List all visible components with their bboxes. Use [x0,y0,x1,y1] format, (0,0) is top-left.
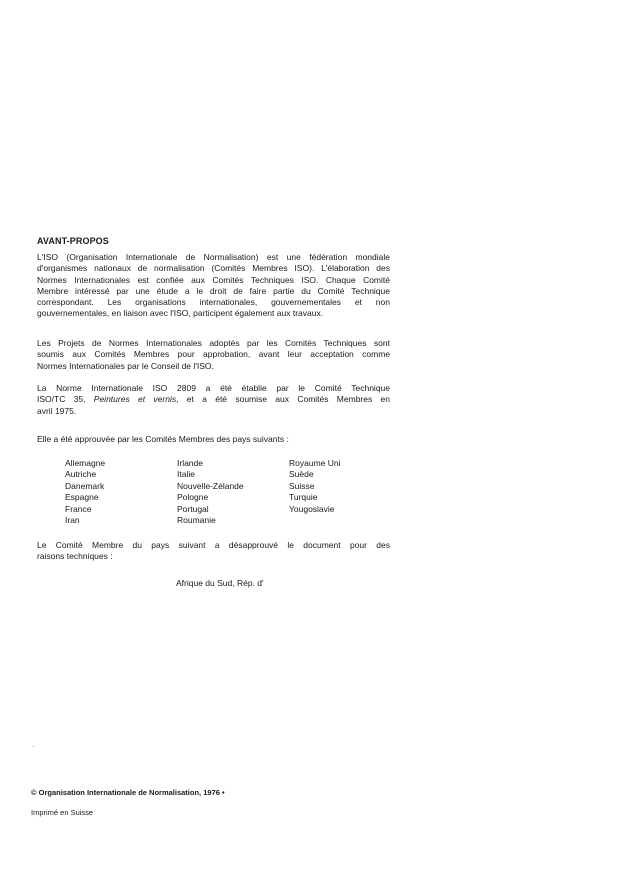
country-item: Irlande [177,458,203,468]
text-line: Normes Internationales est confiée aux Comités Techniques ISO. Chaque Comité [37,274,390,285]
copyright-notice: © Organisation Internationale de Normalisation, 1976 • [31,788,225,797]
text-line [37,394,390,405]
foreword-paragraph-2 [37,338,390,372]
country-item: Yougoslavie [289,503,335,514]
country-column-2 [177,458,244,526]
text-line: L'ISO (Organisation Internationale de Normalisation) est une fédération mondiale [37,252,390,262]
page-heading: AVANT-PROPOS [37,236,109,246]
country-item: Autriche [65,469,97,480]
country-item: Italie [177,469,195,480]
text-line: avril 1975. [37,405,77,416]
country-item: Royaume Uni [289,458,341,468]
text-line: soumis aux Comités Membres pour approbation, avant leur acceptation comme [37,349,390,360]
country-item: France [65,503,92,514]
text-line: Le Comité Membre du pays suivant a désapprouvé le document pour des [37,540,390,550]
text-line: Membre intéressé par une étude a le droit de faire partie du Comité Technique [37,285,390,296]
text-line: gouvernementales, en liaison avec l'ISO, participent également aux travaux. [37,308,324,319]
country-item: Danemark [65,480,105,491]
disapproving-country: Afrique du Sud, Rép. d' [176,578,264,588]
country-item: Pologne [177,492,209,503]
foreword-paragraph-5 [37,540,390,563]
country-item: Allemagne [65,458,106,468]
scan-speck [33,746,34,747]
foreword-paragraph-1 [37,252,390,320]
text-line: Les Projets de Normes Internationales adoptés par les Comités Techniques sont [37,338,390,348]
text-line: Elle a été approuvée par les Comités Membres des pays suivants : [37,434,289,444]
text-line: Normes Internationales par le Conseil de l'ISO. [37,360,214,371]
country-item: Suisse [289,480,315,491]
country-item: Portugal [177,503,209,514]
foreword-paragraph-3 [37,383,390,417]
text-line: raisons techniques : [37,551,113,562]
country-item: Iran [65,514,80,525]
country-item: Nouvelle-Zélande [177,480,244,491]
country-item: Turquie [289,492,318,503]
text-segment: ISO/TC 35, [37,394,94,405]
text-line: correspondant. Les organisations internationales, gouvernementales et non [37,297,390,308]
foreword-paragraph-4 [37,434,390,445]
italic-title: Peintures et vernis [93,394,177,405]
country-item: Roumanie [177,514,216,525]
country-column-3 [289,458,341,515]
country-item: Suède [289,469,314,480]
text-line: d'organismes nationaux de normalisation (Comités Membres ISO). L'élaboration des [37,263,390,274]
text-segment: , et a été soumise aux Comités Membres en [176,394,391,405]
printed-in-notice: Imprimé en Suisse [31,808,94,817]
country-column-1 [65,458,105,526]
text-line: La Norme Internationale ISO 2809 a été établie par le Comité Technique [37,383,390,393]
country-item: Espagne [65,492,99,503]
